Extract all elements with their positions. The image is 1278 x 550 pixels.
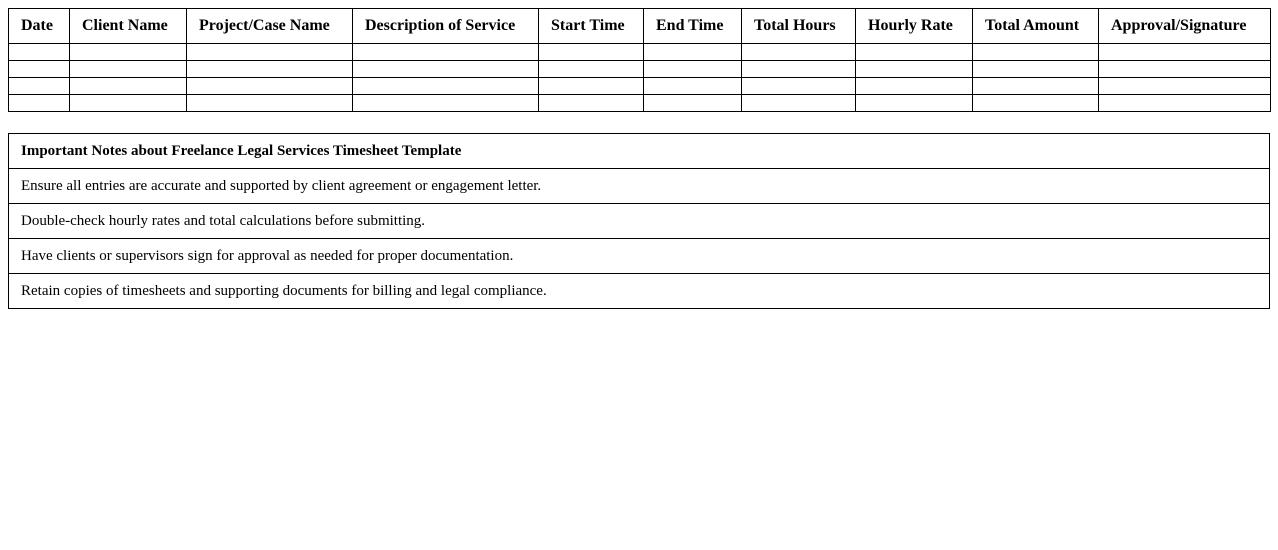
table-cell[interactable]: [644, 78, 742, 95]
table-row: [9, 78, 1271, 95]
table-cell[interactable]: [1099, 78, 1271, 95]
table-cell[interactable]: [353, 44, 539, 61]
column-header-end-time: End Time: [644, 9, 742, 44]
table-cell[interactable]: [353, 61, 539, 78]
table-cell[interactable]: [742, 95, 856, 112]
table-cell[interactable]: [973, 44, 1099, 61]
table-row: [9, 61, 1271, 78]
column-header-client-name: Client Name: [70, 9, 187, 44]
table-cell[interactable]: [742, 78, 856, 95]
table-cell[interactable]: [856, 44, 973, 61]
note-row: [9, 204, 1270, 239]
table-cell[interactable]: [973, 61, 1099, 78]
column-header-project-case-name: Project/Case Name: [187, 9, 353, 44]
table-cell[interactable]: [353, 78, 539, 95]
document-page: [8, 8, 1270, 309]
timesheet-table: [8, 8, 1271, 112]
table-cell[interactable]: [187, 95, 353, 112]
table-cell[interactable]: [856, 61, 973, 78]
column-header-approval-signature: Approval/Signature: [1099, 9, 1271, 44]
table-cell[interactable]: [644, 44, 742, 61]
table-row: [9, 95, 1271, 112]
column-header-total-amount: Total Amount: [973, 9, 1099, 44]
note-item: Have clients or supervisors sign for approval as needed for proper documentation.: [9, 239, 1270, 274]
note-row: [9, 274, 1270, 309]
column-header-hourly-rate: Hourly Rate: [856, 9, 973, 44]
table-cell[interactable]: [539, 78, 644, 95]
note-row: [9, 239, 1270, 274]
table-cell[interactable]: [973, 95, 1099, 112]
notes-title: Important Notes about Freelance Legal Services Timesheet Template: [9, 134, 1270, 169]
table-cell[interactable]: [539, 44, 644, 61]
table-cell[interactable]: [187, 61, 353, 78]
table-cell[interactable]: [1099, 95, 1271, 112]
note-row: [9, 169, 1270, 204]
table-cell[interactable]: [70, 61, 187, 78]
column-header-start-time: Start Time: [539, 9, 644, 44]
table-cell[interactable]: [856, 78, 973, 95]
table-cell[interactable]: [644, 61, 742, 78]
column-header-total-hours: Total Hours: [742, 9, 856, 44]
table-cell[interactable]: [70, 44, 187, 61]
note-item: Retain copies of timesheets and supporting documents for billing and legal compliance.: [9, 274, 1270, 309]
note-item: Double-check hourly rates and total calculations before submitting.: [9, 204, 1270, 239]
note-item: Ensure all entries are accurate and supported by client agreement or engagement letter.: [9, 169, 1270, 204]
table-cell[interactable]: [9, 95, 70, 112]
table-cell[interactable]: [742, 61, 856, 78]
table-row: [9, 44, 1271, 61]
table-cell[interactable]: [70, 95, 187, 112]
table-cell[interactable]: [973, 78, 1099, 95]
table-cell[interactable]: [742, 44, 856, 61]
table-cell[interactable]: [9, 44, 70, 61]
table-cell[interactable]: [9, 78, 70, 95]
table-cell[interactable]: [187, 78, 353, 95]
notes-title-row: [9, 134, 1270, 169]
table-cell[interactable]: [539, 61, 644, 78]
table-cell[interactable]: [1099, 61, 1271, 78]
column-header-description-of-service: Description of Service: [353, 9, 539, 44]
table-cell[interactable]: [539, 95, 644, 112]
table-cell[interactable]: [1099, 44, 1271, 61]
table-cell[interactable]: [70, 78, 187, 95]
table-cell[interactable]: [353, 95, 539, 112]
column-header-date: Date: [9, 9, 70, 44]
table-cell[interactable]: [187, 44, 353, 61]
table-cell[interactable]: [856, 95, 973, 112]
table-cell[interactable]: [9, 61, 70, 78]
timesheet-header-row: [9, 9, 1271, 44]
notes-table: [8, 133, 1270, 309]
table-cell[interactable]: [644, 95, 742, 112]
